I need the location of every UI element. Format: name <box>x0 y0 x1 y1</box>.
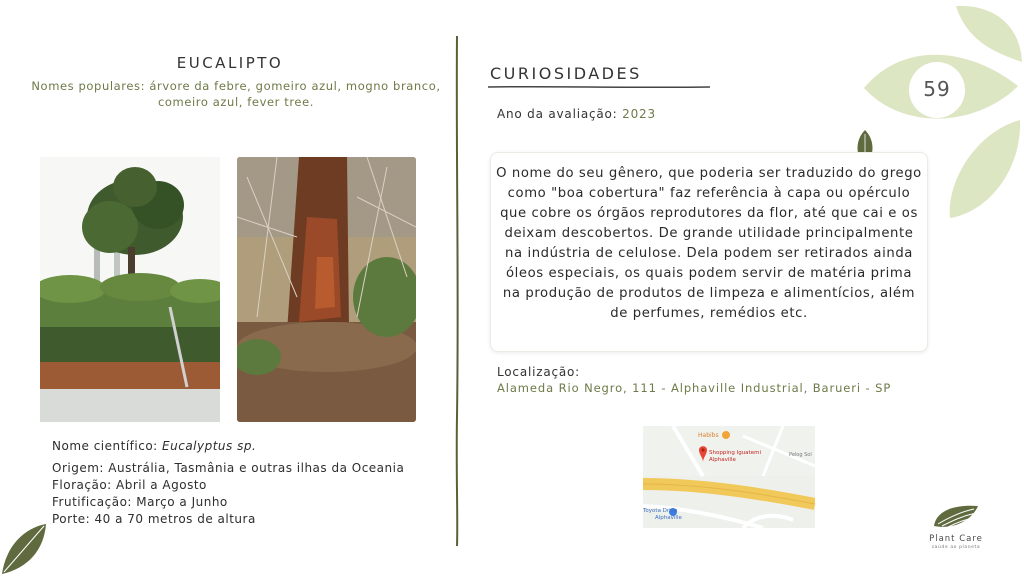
curiosities-title: CURIOSIDADES <box>490 64 642 83</box>
page-number: 59 <box>923 77 951 101</box>
map-label: Pelog Sol <box>789 452 812 458</box>
scientific-name-value: Eucalyptus sp. <box>162 439 257 453</box>
location-address: Alameda Rio Negro, 111 - Alphaville Industrial, Barueri - SP <box>497 381 892 395</box>
plant-size: Porte: 40 a 70 metros de altura <box>52 512 256 526</box>
trunk-photo <box>237 157 416 422</box>
title-underline <box>488 84 712 90</box>
leaf-shape <box>950 120 1020 218</box>
scientific-name <box>52 438 442 455</box>
fruiting: Frutificação: Março a Junho <box>52 495 228 509</box>
origin: Origem: Austrália, Tasmânia e outras ilhas da Oceania <box>52 461 405 475</box>
map-label: Habibs <box>698 432 719 439</box>
year-label: Ano da avaliação: <box>497 107 623 121</box>
map-label: Alphaville <box>709 457 736 463</box>
flowering: Floração: Abril a Agosto <box>52 478 207 492</box>
plant-title: EUCALIPTO <box>176 54 284 72</box>
plant-care-logo <box>930 502 982 532</box>
year-value: 2023 <box>622 107 656 121</box>
curiosities-text: O nome do seu gênero, que poderia ser traduzido do grego como "boa cobertura" faz referência à capa ou opérculo que cobre os órgãos reprodutores da flor, até que cai e os deixam descobertos. De grande utilidade principalmente na indústria de celulose. Dela podem ser retirados ainda óleos especiais, os quais podem servir de matéria prima na produção de produtos de limpeza e alimentícios, além de perfumes, remédios etc. <box>490 152 928 352</box>
brand-tagline: saúde ao planeta <box>931 545 981 550</box>
plant-details <box>52 438 442 528</box>
tree-photo <box>40 157 220 422</box>
location-map[interactable] <box>643 426 815 528</box>
popular-names: Nomes populares: árvore da febre, gomeiro azul, mogno branco, comeiro azul, fever tree. <box>31 79 441 109</box>
map-label: Alphaville <box>655 515 682 521</box>
map-label: Toyota Drive <box>643 508 678 514</box>
brand-name: Plant Care <box>929 534 983 544</box>
leaf-shape <box>956 6 1022 62</box>
location-label: Localização: <box>497 365 581 379</box>
map-marker-icon <box>722 431 730 439</box>
map-label: Shopping Iguatemi <box>709 450 761 456</box>
leaf-icon <box>0 522 48 576</box>
evaluation-year <box>497 107 656 121</box>
scientific-name-label: Nome científico: <box>52 439 163 453</box>
column-divider <box>452 36 462 546</box>
